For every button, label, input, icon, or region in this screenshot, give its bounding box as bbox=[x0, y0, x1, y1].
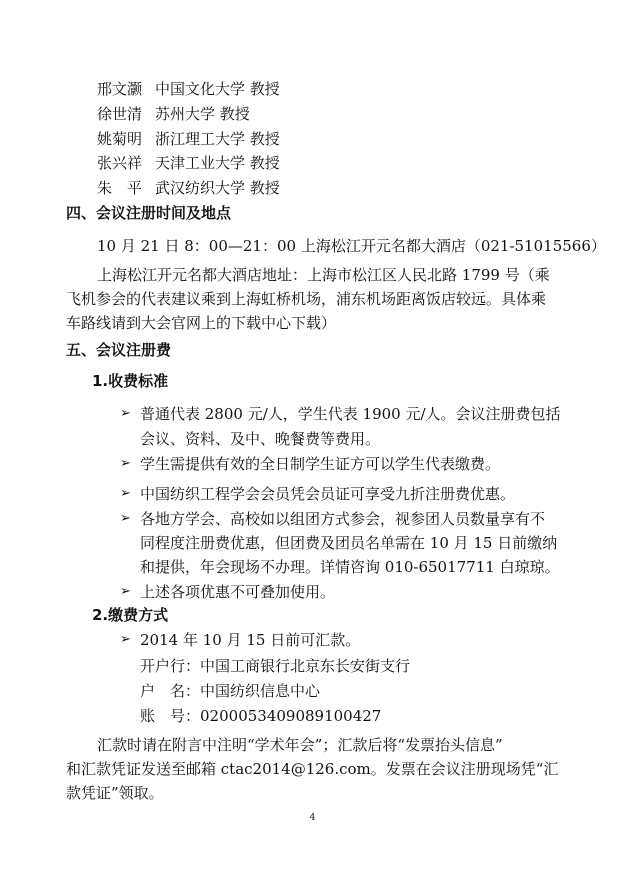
payment-deadline: 2014 年 10 月 15 日前可汇款。 bbox=[140, 631, 361, 649]
address-line: 车路线请到大会官网上的下载中心下载） bbox=[66, 314, 337, 332]
account-number-info: 账 号：0200053409089100427 bbox=[140, 707, 382, 725]
payment-note: 款凭证”领取。 bbox=[66, 784, 164, 802]
subsection-heading: 2.缴费方式 bbox=[92, 606, 169, 624]
section-heading: 五、会议注册费 bbox=[66, 341, 172, 359]
fee-item: 中国纺织工程学会会员凭会员证可享受九折注册费优惠。 bbox=[140, 485, 516, 503]
bullet-arrow-icon: ➢ bbox=[120, 511, 131, 526]
committee-member: 邢文灏 中国文化大学 教授 bbox=[97, 80, 280, 98]
registration-time-location: 10 月 21 日 8：00—21：00 上海松江开元名都大酒店（021-51015566） bbox=[97, 237, 606, 255]
bullet-arrow-icon: ➢ bbox=[120, 486, 131, 501]
page-number: 4 bbox=[309, 813, 316, 823]
section-heading: 四、会议注册时间及地点 bbox=[66, 204, 232, 222]
payment-note: 汇款时请在附言中注明“学术年会”；汇款后将“发票抬头信息” bbox=[97, 736, 503, 754]
fee-item: 学生需提供有效的全日制学生证方可以学生代表缴费。 bbox=[140, 455, 501, 473]
bullet-arrow-icon: ➢ bbox=[120, 456, 131, 471]
address-line: 上海松江开元名都大酒店地址：上海市松江区人民北路 1799 号（乘 bbox=[97, 266, 550, 284]
fee-item: 普通代表 2800 元/人，学生代表 1900 元/人。会议注册费包括 bbox=[140, 405, 561, 423]
bullet-arrow-icon: ➢ bbox=[120, 584, 131, 599]
address-line: 飞机参会的代表建议乘到上海虹桥机场，浦东机场距离饭店较远。具体乘 bbox=[66, 290, 547, 308]
fee-item: 同程度注册费优惠，但团费及团员名单需在 10 月 15 日前缴纳 bbox=[140, 534, 558, 552]
fee-item: 各地方学会、高校如以组团方式参会，视参团人员数量享有不 bbox=[140, 510, 546, 528]
account-name-info: 户 名：中国纺织信息中心 bbox=[140, 682, 321, 700]
subsection-heading: 1.收费标准 bbox=[92, 372, 169, 390]
bank-info: 开户行：中国工商银行北京东长安街支行 bbox=[140, 657, 411, 675]
fee-item: 会议、资料、及中、晚餐费等费用。 bbox=[140, 430, 381, 448]
committee-member: 姚菊明 浙江理工大学 教授 bbox=[97, 130, 280, 148]
payment-note: 和汇款凭证发送至邮箱 ctac2014@126.com。发票在会议注册现场凭“汇 bbox=[66, 760, 559, 778]
committee-member: 徐世清 苏州大学 教授 bbox=[97, 105, 250, 123]
committee-member: 张兴祥 天津工业大学 教授 bbox=[97, 154, 280, 172]
bullet-arrow-icon: ➢ bbox=[120, 632, 131, 647]
fee-item: 上述各项优惠不可叠加使用。 bbox=[140, 583, 336, 601]
committee-member: 朱 平 武汉纺织大学 教授 bbox=[97, 179, 280, 197]
bullet-arrow-icon: ➢ bbox=[120, 406, 131, 421]
fee-item: 和提供，年会现场不办理。详情咨询 010-65017711 白琼琼。 bbox=[140, 558, 560, 576]
